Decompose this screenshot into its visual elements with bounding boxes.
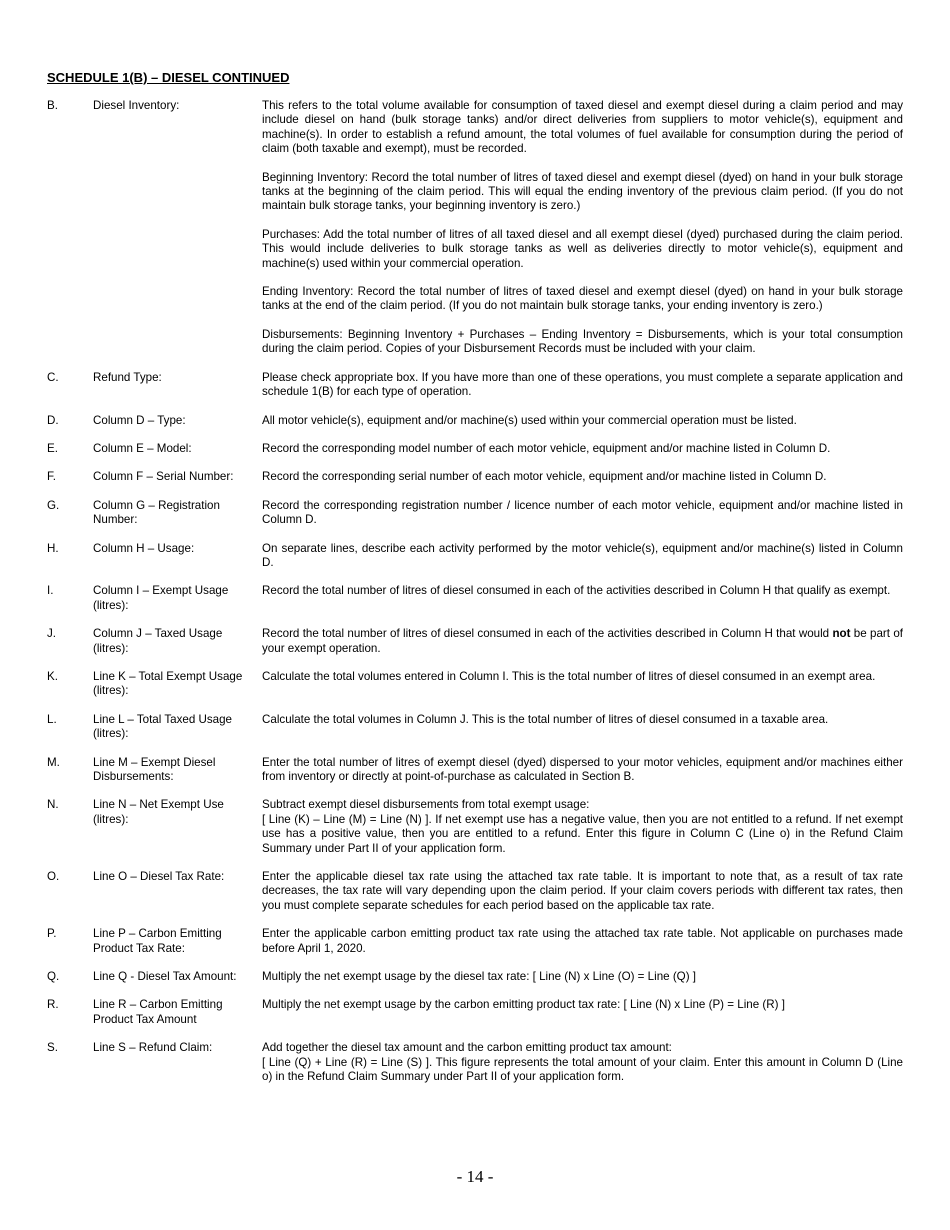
entry-f <box>47 470 903 484</box>
entry-body <box>262 798 903 856</box>
entry-letter: E. <box>47 441 58 455</box>
entry-letter: I. <box>47 584 54 598</box>
entry-letter: P. <box>47 927 57 941</box>
entry-label: Column J – Taxed Usage (litres): <box>93 627 223 655</box>
entry-label: Column G – Registration Number: <box>93 498 220 527</box>
entry-letter: R. <box>47 998 59 1012</box>
page-number: - 14 - <box>456 1167 494 1186</box>
entry-letter: Q. <box>47 970 60 984</box>
entry-e <box>47 442 903 456</box>
entry-label: Column H – Usage: <box>93 541 195 555</box>
entry-n <box>47 798 903 856</box>
entry-label: Line R – Carbon Emitting Product Tax Amount <box>93 998 223 1026</box>
paragraph: Beginning Inventory: Record the total number of litres of taxed diesel and exempt diesel (dyed) on hand in your bulk storage tanks at the beginning of the claim period. This will equal the ending inventory of the previous claim period. (If you do not maintain bulk storage tanks, your beginning inventory is zero.) <box>262 170 903 213</box>
entry-letter: N. <box>47 798 59 812</box>
text-segment: be part of your exempt operation. <box>262 627 903 655</box>
schedule-title: SCHEDULE 1(B) – DIESEL CONTINUED <box>47 70 290 85</box>
bold-text: not <box>832 627 851 641</box>
entry-d <box>47 414 903 428</box>
entry-body: Enter the applicable diesel tax rate using the attached tax rate table. It is important to note that, as a result of tax rate decreases, the tax rate will vary depending upon the claim period. If your claim covers periods with different tax rates, then you must complete separate schedules for each period based on the applicable tax rate. <box>262 870 903 912</box>
entry-b <box>47 99 903 357</box>
entry-body: Multiply the net exempt usage by the diesel tax rate: [ Line (N) x Line (O) = Line (Q) ] <box>262 970 697 984</box>
document-page <box>47 70 903 1099</box>
entry-letter: C. <box>47 370 59 384</box>
entry-letter: M. <box>47 755 60 769</box>
entry-label: Line K – Total Exempt Usage (litres): <box>93 669 243 698</box>
entry-o <box>47 870 903 913</box>
entry-label: Line Q - Diesel Tax Amount: <box>93 970 237 984</box>
entry-letter: L. <box>47 712 57 726</box>
paragraph: This refers to the total volume available for consumption of taxed diesel and exempt diesel during a claim period and may include diesel on hand (bulk storage tanks) and/or direct deliveries from suppliers to motor vehicle(s), equipment and machine(s). In order to establish a refund amount, the total volumes of fuel available for consumption during the period of claim (both taxable and exempt), must be recorded. <box>262 99 903 156</box>
entry-l <box>47 713 903 742</box>
entry-label: Column I – Exempt Usage (litres): <box>93 584 229 612</box>
entry-g <box>47 499 903 528</box>
entry-body: Calculate the total volumes entered in Column I. This is the total number of litres of diesel consumed in an exempt area. <box>262 669 876 683</box>
entry-body: Multiply the net exempt usage by the carbon emitting product tax rate: [ Line (N) x Line (P) = Line (R) ] <box>262 998 785 1012</box>
entry-body: Calculate the total volumes in Column J. This is the total number of litres of diesel consumed in a taxable area. <box>262 712 829 726</box>
text-line: Add together the diesel tax amount and the carbon emitting product tax amount: <box>262 1041 672 1055</box>
entry-body: Enter the applicable carbon emitting product tax rate using the attached tax rate table. Not applicable on purchases made before April 1, 2020. <box>262 927 903 955</box>
entry-letter: O. <box>47 870 60 884</box>
entry-letter: H. <box>47 541 59 555</box>
entry-body <box>262 1041 903 1084</box>
entry-letter: J. <box>47 627 57 641</box>
entry-body: Record the corresponding serial number of each motor vehicle, equipment and/or machine listed in Column D. <box>262 470 827 484</box>
entry-body: Record the corresponding model number of each motor vehicle, equipment and/or machine listed in Column D. <box>262 441 831 455</box>
entry-body: On separate lines, describe each activity performed by the motor vehicle(s), equipment and/or machine(s) listed in Column D. <box>262 541 903 569</box>
entry-body: Record the total number of litres of diesel consumed in each of the activities described in Column H that qualify as exempt. <box>262 584 891 598</box>
entry-body: Record the corresponding registration number / licence number of each motor vehicle, equipment and/or machine listed in Column D. <box>262 498 903 527</box>
entry-label: Column D – Type: <box>93 413 186 427</box>
entry-body <box>262 99 903 357</box>
entry-letter: K. <box>47 669 58 683</box>
entry-h <box>47 542 903 571</box>
entry-k <box>47 670 903 699</box>
entry-r <box>47 998 903 1027</box>
text-segment: Record the total number of litres of diesel consumed in each of the activities described in Column H that would <box>262 627 833 641</box>
entry-letter: G. <box>47 498 60 512</box>
entry-body <box>262 627 903 656</box>
text-line: [ Line (K) – Line (M) = Line (N) ]. If net exempt use has a negative value, then you are not entitled to a refund. If net exempt use has a positive value, then you are entitled to a refund. Enter this figure in Column C (Line o) in the Refund Claim Summary under Part II of your application form. <box>262 812 903 855</box>
paragraph: Disbursements: Beginning Inventory + Purchases – Ending Inventory = Disbursements, which is your total consumption during the claim period. Copies of your Disbursement Records must be included with your claim. <box>262 327 903 356</box>
entry-label: Line S – Refund Claim: <box>93 1041 213 1055</box>
entry-p <box>47 927 903 956</box>
entry-letter: B. <box>47 99 58 112</box>
entry-label: Line L – Total Taxed Usage (litres): <box>93 712 233 741</box>
entry-letter: F. <box>47 470 57 484</box>
entry-label: Diesel Inventory: <box>93 99 180 112</box>
entry-label: Line O – Diesel Tax Rate: <box>93 870 225 884</box>
entry-q <box>47 970 903 984</box>
entry-c <box>47 371 903 400</box>
entry-label: Line P – Carbon Emitting Product Tax Rate: <box>93 927 222 955</box>
entry-m <box>47 756 903 785</box>
entry-label: Column E – Model: <box>93 441 192 455</box>
entry-body: Enter the total number of litres of exempt diesel (dyed) dispersed to your motor vehicles, equipment and/or machines either from inventory or directly at point-of-purchase as calculated in Section B. <box>262 755 903 783</box>
entry-body: Please check appropriate box. If you have more than one of these operations, you must complete a separate application and schedule 1(B) for each type of operation. <box>262 370 903 399</box>
entry-j <box>47 627 903 656</box>
entry-i <box>47 584 903 613</box>
entry-label: Refund Type: <box>93 370 162 384</box>
paragraph: Purchases: Add the total number of litres of all taxed diesel and all exempt diesel (dyed) purchased during the claim period. This would include deliveries to bulk storage tanks as well as deliveries directly to motor vehicle(s), equipment and machine(s) used within your commercial operation. <box>262 227 903 270</box>
entry-label: Column F – Serial Number: <box>93 470 234 484</box>
entry-body: All motor vehicle(s), equipment and/or machine(s) used within your commercial operation must be listed. <box>262 413 797 427</box>
paragraph: Ending Inventory: Record the total number of litres of taxed diesel and exempt diesel (dyed) on hand in your bulk storage tanks at the end of the claim period. (If you do not maintain bulk storage tanks, your ending inventory is zero.) <box>262 285 903 313</box>
entry-label: Line N – Net Exempt Use (litres): <box>93 798 224 826</box>
text-line: [ Line (Q) + Line (R) = Line (S) ]. This figure represents the total amount of your claim. Enter this amount in Column D (Line o) in the Refund Claim Summary under Part II of your application form. <box>262 1055 903 1084</box>
entry-label: Line M – Exempt Diesel Disbursements: <box>93 755 216 783</box>
entry-s <box>47 1041 903 1084</box>
entry-letter: S. <box>47 1041 58 1055</box>
entry-letter: D. <box>47 413 59 427</box>
text-line: Subtract exempt diesel disbursements from total exempt usage: <box>262 798 590 812</box>
